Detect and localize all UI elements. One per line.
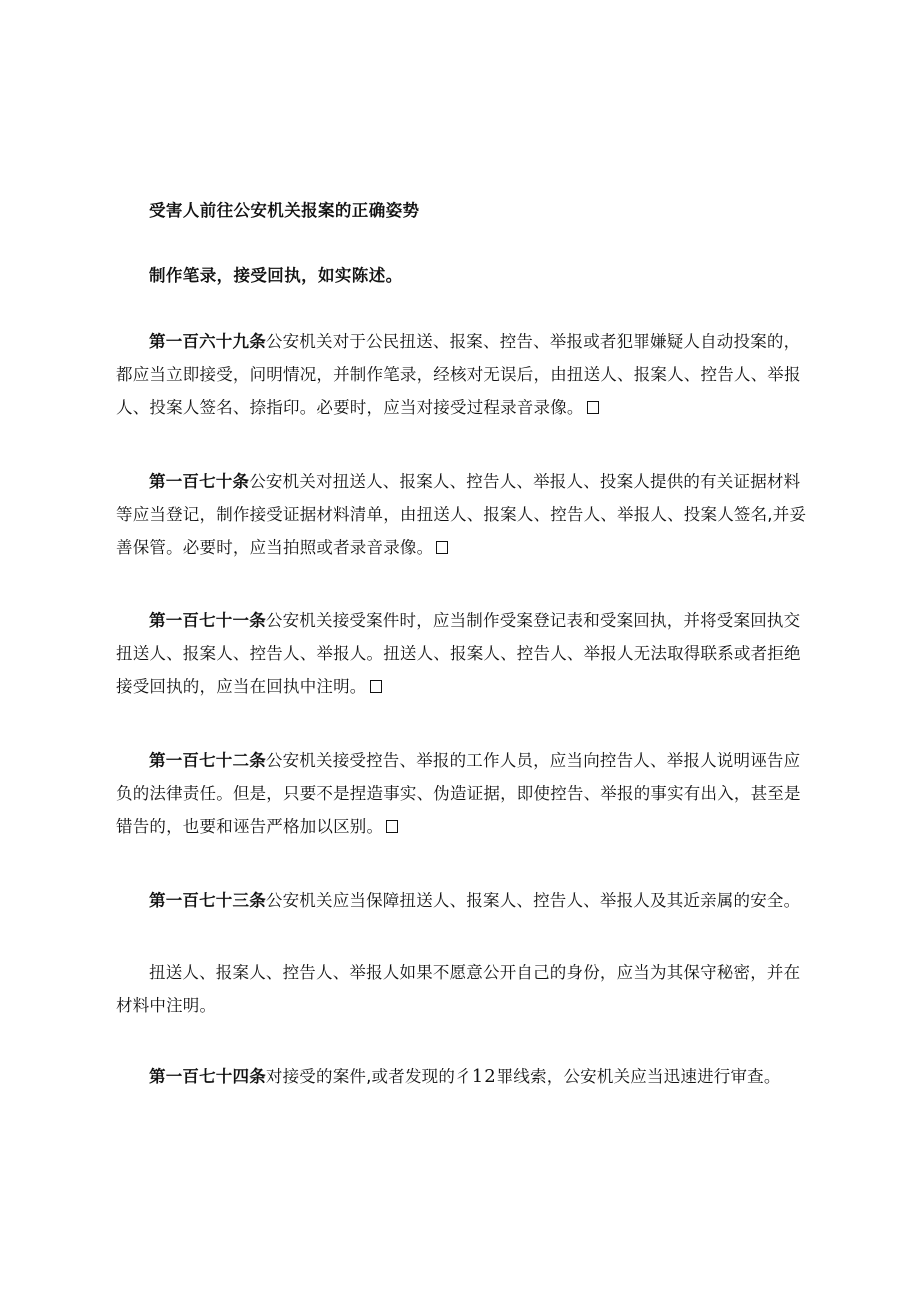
article-text: 公安机关对扭送人、报案人、控告人、举报人、投案人提供的有关证据材料等应当登记，制作接受证据材料清单，由扭送人、报案人、控告人、举报人、投案人签名,并妥善保管。必要时，应当拍照或者录音录像。 <box>116 472 807 557</box>
box-mark-icon <box>436 541 448 554</box>
article-text: 扭送人、报案人、控告人、举报人如果不愿意公开自己的身份，应当为其保守秘密，并在材料中注明。 <box>116 963 801 1015</box>
article-169 <box>116 325 816 424</box>
document-title: 受害人前往公安机关报案的正确姿势 <box>149 201 420 220</box>
article-label: 第一百六十九条 <box>149 332 266 351</box>
article-174 <box>116 1060 816 1093</box>
box-mark-icon <box>386 820 398 833</box>
article-173-continued <box>116 956 816 1022</box>
article-text: 公安机关对于公民扭送、报案、控告、举报或者犯罪嫌疑人自动投案的，都应当立即接受，问明情况，并制作笔录，经核对无误后，由扭送人、报案人、控告人、举报人、投案人签名、捺指印。必要时，应当对接受过程录音录像。 <box>116 332 801 417</box>
article-label: 第一百七十条 <box>149 472 250 491</box>
article-170 <box>116 465 816 564</box>
page-number: 12 <box>471 1066 497 1087</box>
article-label: 第一百七十二条 <box>149 751 266 770</box>
article-text: 公安机关接受控告、举报的工作人员，应当向控告人、举报人说明诬告应负的法律责任。但是，只要不是捏造事实、伪造证据，即使控告、举报的事实有出入，甚至是错告的，也要和诬告严格加以区别。 <box>116 751 801 836</box>
box-mark-icon <box>587 401 599 414</box>
article-172 <box>116 744 816 843</box>
article-text-after: 罪线索，公安机关应当迅速进行审查。 <box>496 1067 781 1086</box>
document-subtitle: 制作笔录，接受回执，如实陈述。 <box>149 266 403 285</box>
article-text: 公安机关接受案件时，应当制作受案登记表和受案回执，并将受案回执交扭送人、报案人、控告人、举报人。扭送人、报案人、控告人、举报人无法取得联系或者拒绝接受回执的，应当在回执中注明。 <box>116 611 801 696</box>
article-label: 第一百七十一条 <box>149 611 266 630</box>
article-label: 第一百七十三条 <box>149 891 266 910</box>
article-label: 第一百七十四条 <box>149 1067 266 1086</box>
article-text: 公安机关应当保障扭送人、报案人、控告人、举报人及其近亲属的安全。 <box>265 891 801 910</box>
article-173 <box>116 884 816 917</box>
article-text-before: 对接受的案件,或者发现的彳 <box>265 1067 472 1086</box>
box-mark-icon <box>370 680 382 693</box>
article-171 <box>116 604 816 703</box>
